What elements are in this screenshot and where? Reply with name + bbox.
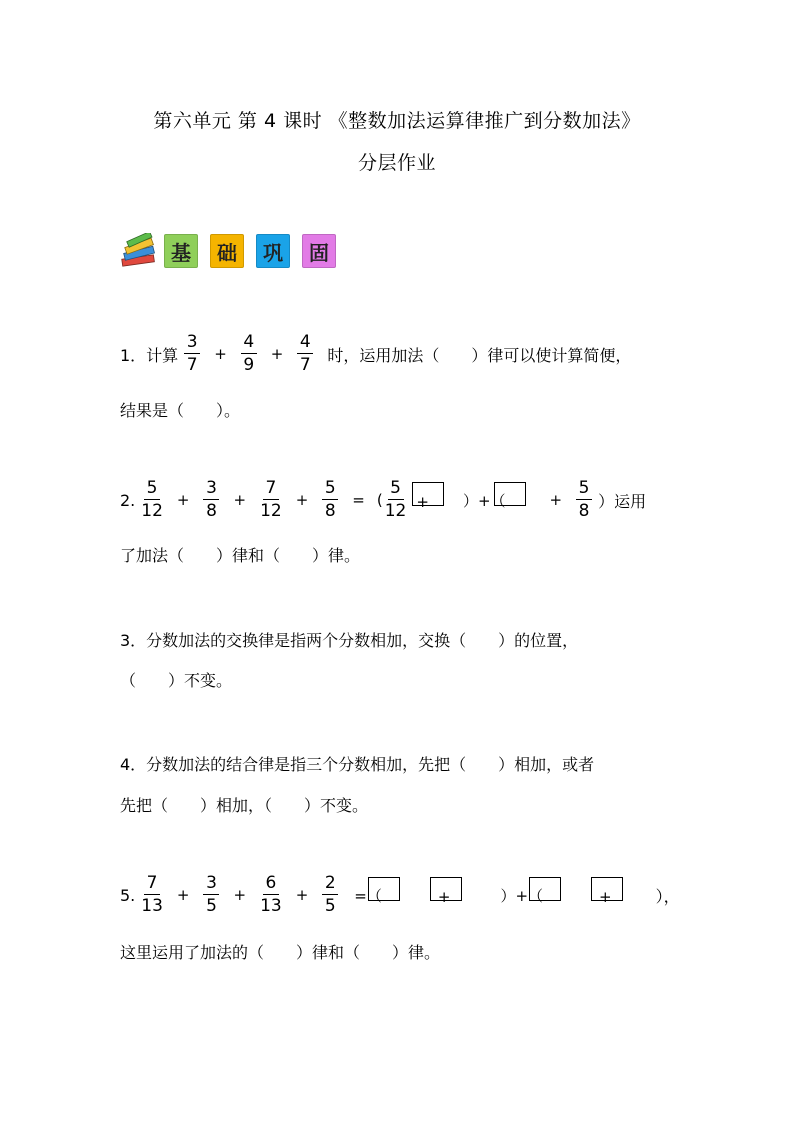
fraction [241,334,257,374]
plus-sign: + [416,493,429,511]
q2-prefix: 2. [120,490,136,510]
fraction [260,480,282,520]
question-3-line-1: 3．分数加法的交换律是指两个分数相加，交换（ ）的位置， [120,631,579,650]
numerator: 4 [297,334,313,354]
question-5-line-2: 这里运用了加法的（ ）律和（ ）律。 [120,943,441,962]
q1-text: 时，运用加法（ ）律可以使计算简便， [327,345,632,365]
denominator: 5 [206,896,217,916]
denominator: 7 [299,355,311,375]
numerator: 3 [184,334,200,354]
q2-tail: ）运用 [598,491,647,511]
fraction [203,480,219,520]
question-3-line-2: （ ）不变。 [120,671,233,690]
question-5-line-1 [120,873,680,917]
numerator: 7 [144,875,160,895]
plus-sign: + [214,345,227,363]
answer-box[interactable] [368,877,400,901]
question-4-line-2: 先把（ ）相加，（ ）不变。 [120,796,369,815]
denominator: 8 [206,501,217,521]
paren-plus-paren: ）+（ [462,491,506,510]
paren-plus-paren: ）+（ [500,886,544,905]
denominator: 7 [186,355,198,375]
numerator: 3 [203,875,219,895]
question-1-line-2: 结果是（ ）。 [120,401,241,420]
denominator: 8 [324,501,336,521]
plus-sign: + [233,491,247,509]
fraction [297,334,313,374]
fraction [322,875,338,915]
q5-prefix: 5. [120,885,136,905]
q5-tail: ）， [655,886,680,906]
denominator: 5 [324,896,336,916]
denominator: 13 [260,896,282,916]
books-icon [120,233,158,269]
fraction [141,480,163,520]
equals-paren: =（ [354,886,382,905]
numerator: 5 [322,480,338,500]
denominator: 12 [384,501,407,521]
fraction [203,875,219,915]
question-4-line-1: 4．分数加法的结合律是指三个分数相加，先把（ ）相加，或者 [120,755,595,774]
answer-box[interactable] [494,482,526,506]
fraction [141,875,163,915]
denominator: 9 [243,355,255,375]
plus-sign: + [295,886,309,904]
plus-sign: + [270,345,284,363]
plus-sign: + [437,888,451,906]
plus-sign: + [295,491,309,509]
numerator: 4 [241,334,257,354]
numerator: 5 [576,480,592,500]
plus-sign: + [233,886,247,904]
numerator: 2 [322,875,338,895]
denominator: 12 [141,501,163,521]
page-subtitle: 分层作业 [357,152,436,174]
section-header [120,233,348,269]
page-title: 第六单元 第 4 课时 《整数加法运算律推广到分数加法》 [153,110,641,132]
numerator: 5 [388,480,404,500]
q1-prefix: 1．计算 [120,345,179,365]
question-1-line-1 [120,332,631,376]
numerator: 5 [144,480,160,500]
denominator: 13 [141,896,163,916]
section-badge-char: 础 [210,234,244,268]
section-badge-char: 基 [164,234,198,268]
denominator: 8 [578,501,590,521]
left-paren: ( [376,491,383,509]
plus-sign: + [176,886,190,904]
fraction [260,875,282,915]
numerator: 7 [263,480,279,500]
denominator: 12 [260,501,282,521]
numerator: 6 [263,875,279,895]
answer-box[interactable] [529,877,561,901]
fraction [322,480,338,520]
plus-sign: + [176,491,190,509]
question-2-line-1 [120,478,646,522]
equals-sign: = [352,491,365,509]
fraction [184,334,200,374]
fraction [576,480,592,520]
plus-sign: + [549,491,563,509]
question-2-line-2: 了加法（ ）律和（ ）律。 [120,546,361,565]
section-badge-char: 固 [302,234,336,268]
section-badge-char: 巩 [256,234,290,268]
numerator: 3 [203,480,219,500]
plus-sign: + [599,888,612,906]
fraction [385,480,407,520]
